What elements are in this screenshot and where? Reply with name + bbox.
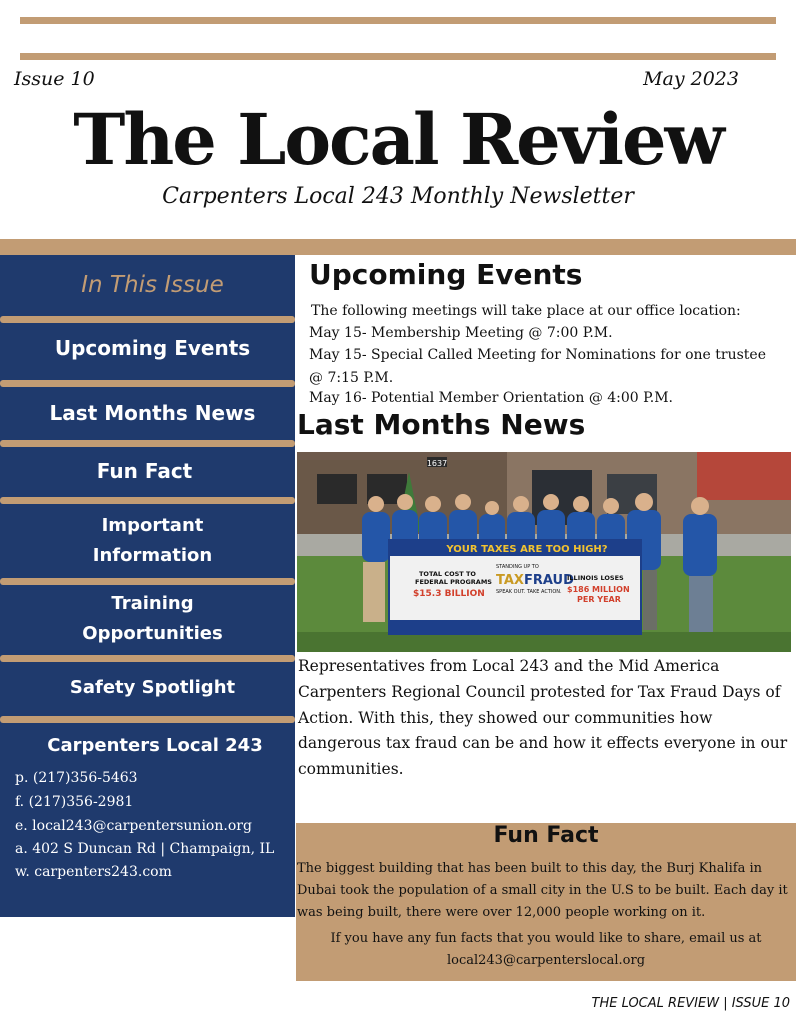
- toc-fun-fact[interactable]: [0, 456, 297, 486]
- banner-box2-top: STANDING UP TO: [496, 564, 539, 570]
- fun-fact-text: The biggest building that has been built to this day, the Burj Khalifa in Dubai took the population of a small city in the U.S to be built. Each day it was being built, there were over 12,000 people working on it.: [297, 861, 788, 920]
- toc-divider: [0, 316, 295, 323]
- toc-label: Training: [111, 593, 194, 614]
- top-rule-2: [20, 53, 776, 60]
- toc-label: Upcoming Events: [54, 336, 251, 360]
- newsletter-subtitle: Carpenters Local 243 Monthly Newsletter: [162, 184, 634, 209]
- toc-divider: [0, 716, 295, 723]
- issue-date: May 2023: [643, 68, 739, 90]
- contact-address: a. 402 S Duncan Rd | Champaign, IL: [15, 841, 275, 857]
- top-rule-1: [20, 17, 776, 24]
- contact-heading: Carpenters Local 243: [47, 735, 263, 756]
- banner-box1-line2: FEDERAL PROGRAMS: [415, 578, 492, 586]
- building-number: 1637: [426, 459, 448, 468]
- toc-label: Opportunities: [82, 623, 223, 644]
- fun-fact-share-email[interactable]: local243@carpenterslocal.org: [446, 953, 646, 968]
- toc-label: Fun Fact: [96, 459, 193, 483]
- toc-divider: [0, 497, 295, 504]
- banner-box3-line1: ILLINOIS LOSES: [567, 574, 624, 582]
- header-divider: [0, 239, 796, 255]
- banner-title: YOUR TAXES ARE TOO HIGH?: [446, 544, 608, 555]
- news-photo: [297, 452, 791, 652]
- toc-label: Information: [92, 545, 213, 566]
- toc-upcoming-events[interactable]: [0, 333, 305, 363]
- fun-fact-share-text: If you have any fun facts that you would like to share, email us at: [330, 931, 762, 946]
- event-membership-meeting: May 15- Membership Meeting @ 7:00 P.M.: [309, 325, 613, 341]
- banner-box3-amount2: PER YEAR: [577, 595, 621, 604]
- event-special-meeting: May 15- Special Called Meeting for Nominations for one trustee: [309, 347, 766, 363]
- toc-label: Important: [101, 515, 204, 536]
- toc-training-opportunities[interactable]: [0, 589, 305, 649]
- events-heading: Upcoming Events: [309, 258, 583, 291]
- banner-box3-amount1: $186 MILLION: [567, 585, 630, 594]
- event-orientation: May 16- Potential Member Orientation @ 4:00 P.M.: [309, 390, 673, 406]
- news-heading: Last Months News: [297, 408, 586, 441]
- banner-box2-main1: TAX: [496, 573, 524, 588]
- fun-fact-share: [296, 928, 796, 972]
- toc-divider: [0, 655, 295, 662]
- banner-box1-line1: TOTAL COST TO: [419, 570, 476, 578]
- toc-last-months-news[interactable]: [0, 398, 305, 428]
- contact-website[interactable]: w. carpenters243.com: [15, 864, 172, 880]
- contact-fax: f. (217)356-2981: [15, 794, 134, 810]
- toc-label: Safety Spotlight: [69, 677, 236, 698]
- fun-fact-heading: Fun Fact: [493, 823, 599, 848]
- banner-box1-amount: $15.3 BILLION: [413, 589, 485, 599]
- protest-photo-illustration: [297, 452, 791, 652]
- banner-box2-bottom: SPEAK OUT. TAKE ACTION.: [496, 589, 562, 595]
- issue-number: Issue 10: [14, 68, 95, 90]
- page-footer: THE LOCAL REVIEW | ISSUE 10: [591, 996, 790, 1011]
- banner-box2-main2: FRAUD: [524, 573, 574, 588]
- toc-label: Last Months News: [49, 401, 256, 425]
- news-caption: Representatives from Local 243 and the Mid America Carpenters Regional Council protested for Tax Fraud Days of Action. With this, they showed our communities how dangerous tax fraud can be and how it effects everyone in our communities.: [298, 657, 788, 779]
- toc-divider: [0, 380, 295, 387]
- event-special-meeting-time: @ 7:15 P.M.: [309, 370, 394, 386]
- newsletter-title: The Local Review: [73, 98, 723, 181]
- contact-phone: p. (217)356-5463: [15, 770, 138, 786]
- toc-divider: [0, 440, 295, 447]
- toc-safety-spotlight[interactable]: [0, 673, 305, 703]
- toc-divider: [0, 578, 295, 585]
- events-intro: The following meetings will take place at our office location:: [311, 303, 741, 319]
- toc-heading: In This Issue: [81, 272, 224, 298]
- toc-important-information[interactable]: [0, 511, 305, 571]
- contact-email[interactable]: e. local243@carpentersunion.org: [15, 818, 252, 834]
